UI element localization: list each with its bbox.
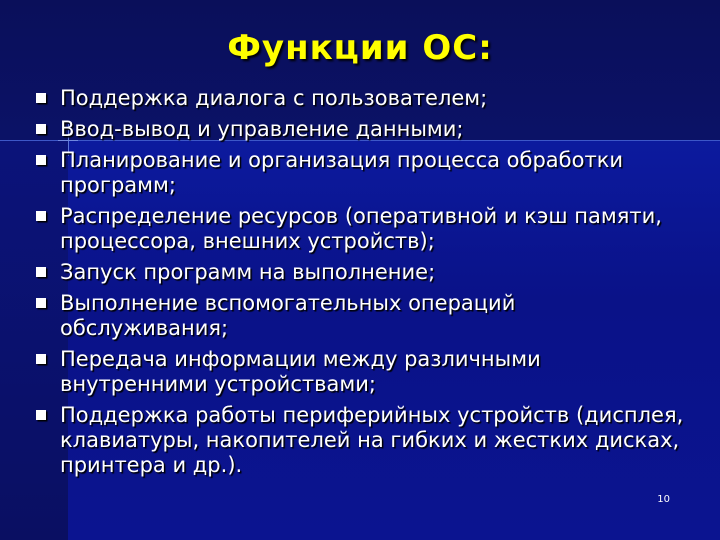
bullet-item [36, 204, 686, 254]
square-bullet-icon [36, 267, 46, 277]
bullet-text: Распределение ресурсов (оперативной и кэш памяти, процессора, внешних устройств); [60, 204, 662, 253]
bullet-item [36, 117, 686, 142]
page-number: 10 [657, 494, 670, 505]
bullet-item [36, 291, 686, 341]
bullet-item [36, 403, 686, 478]
square-bullet-icon [36, 124, 46, 134]
bullet-text: Поддержка работы периферийных устройств (дисплея, клавиатуры, накопителей на гибких и жестких дисках, принтера и др.). [60, 403, 684, 477]
bullet-item [36, 148, 686, 198]
bullet-text: Поддержка диалога с пользователем; [60, 86, 488, 110]
square-bullet-icon [36, 354, 46, 364]
bullet-item [36, 86, 686, 111]
square-bullet-icon [36, 155, 46, 165]
square-bullet-icon [36, 410, 46, 420]
bullet-text: Ввод-вывод и управление данными; [60, 117, 464, 141]
square-bullet-icon [36, 93, 46, 103]
bullet-text: Планирование и организация процесса обработки программ; [60, 148, 624, 197]
bullet-list [36, 86, 686, 484]
bullet-text: Выполнение вспомогательных операций обслуживания; [60, 291, 516, 340]
bullet-item [36, 347, 686, 397]
bullet-text: Передача информации между различными внутренними устройствами; [60, 347, 541, 396]
bullet-item [36, 260, 686, 285]
bullet-text: Запуск программ на выполнение; [60, 260, 436, 284]
slide-title: Функции ОС: [227, 28, 493, 68]
square-bullet-icon [36, 298, 46, 308]
square-bullet-icon [36, 211, 46, 221]
